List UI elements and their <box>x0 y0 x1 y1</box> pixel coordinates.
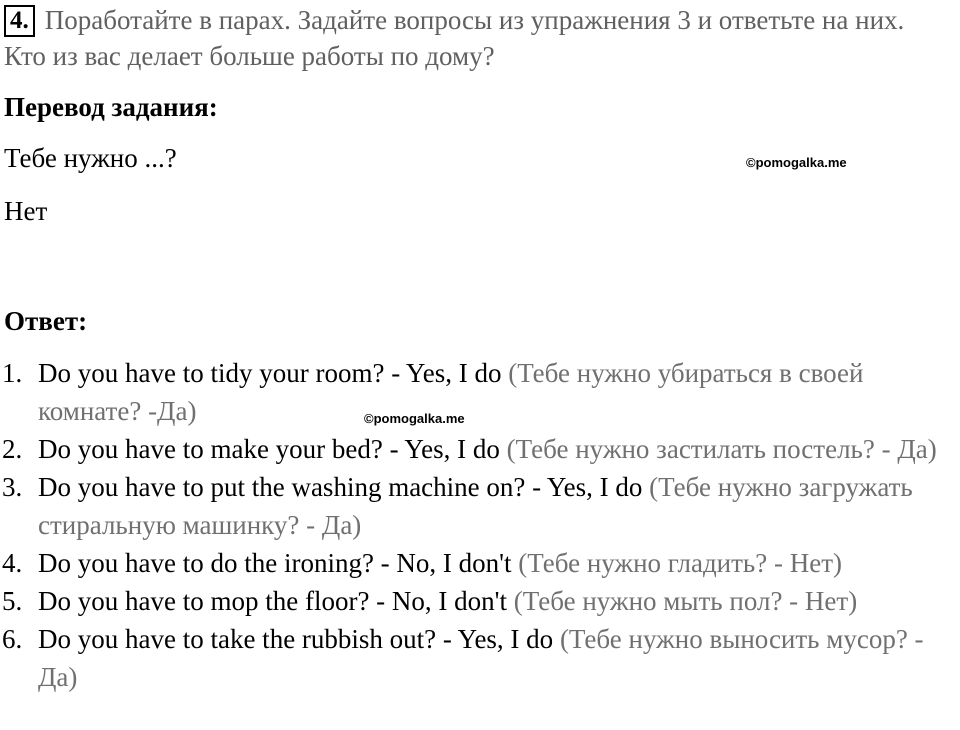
answer-english: Do you have to do the ironing? - No, I don't <box>38 548 512 578</box>
list-item <box>0 468 950 544</box>
answer-english: Do you have to make your bed? - Yes, I do <box>38 434 500 464</box>
task-statement <box>4 2 944 74</box>
answer-translation: (Тебе нужно загружать стиральную машинку? - Да) <box>38 472 913 540</box>
answer-english: Do you have to put the washing machine on? - Yes, I do <box>38 472 643 502</box>
watermark-secondary: ©pomogalka.me <box>364 411 465 426</box>
item-number: 2. <box>2 434 23 464</box>
answer-translation: (Тебе нужно мыть пол? - Нет) <box>513 586 858 616</box>
list-item <box>0 620 950 696</box>
answer-heading: Ответ: <box>4 306 88 336</box>
item-number: 4. <box>2 548 23 578</box>
answer-translation: (Тебе нужно выносить мусор? - Да) <box>38 624 924 692</box>
answer-translation: (Тебе нужно убираться в своей комнате? -Да) <box>38 358 864 426</box>
answer-english: Do you have to tidy your room? - Yes, I do <box>38 358 502 388</box>
answer-list <box>0 354 950 696</box>
task-text: Поработайте в парах. Задайте вопросы из упражнения 3 и ответьте на них. Кто из вас делает больше работы по дому? <box>4 5 905 71</box>
list-item <box>0 430 950 468</box>
list-item <box>0 544 950 582</box>
answer-english: Do you have to mop the floor? - No, I don't <box>38 586 508 616</box>
watermark: ©pomogalka.me <box>746 155 847 170</box>
translation-heading: Перевод задания: <box>4 92 218 122</box>
answer-english: Do you have to take the rubbish out? - Yes, I do <box>38 624 554 654</box>
item-number: 6. <box>2 624 23 654</box>
item-number: 5. <box>2 586 23 616</box>
list-item <box>0 354 950 430</box>
answer-translation: (Тебе нужно гладить? - Нет) <box>518 548 842 578</box>
item-number: 3. <box>2 472 23 502</box>
list-item <box>0 582 950 620</box>
translation-line-2: Нет <box>4 196 48 226</box>
translation-line-1: Тебе нужно ...? <box>4 143 177 173</box>
answer-translation: (Тебе нужно застилать постель? - Да) <box>506 434 937 464</box>
item-number: 1. <box>2 358 23 388</box>
task-number: 4. <box>4 5 35 37</box>
